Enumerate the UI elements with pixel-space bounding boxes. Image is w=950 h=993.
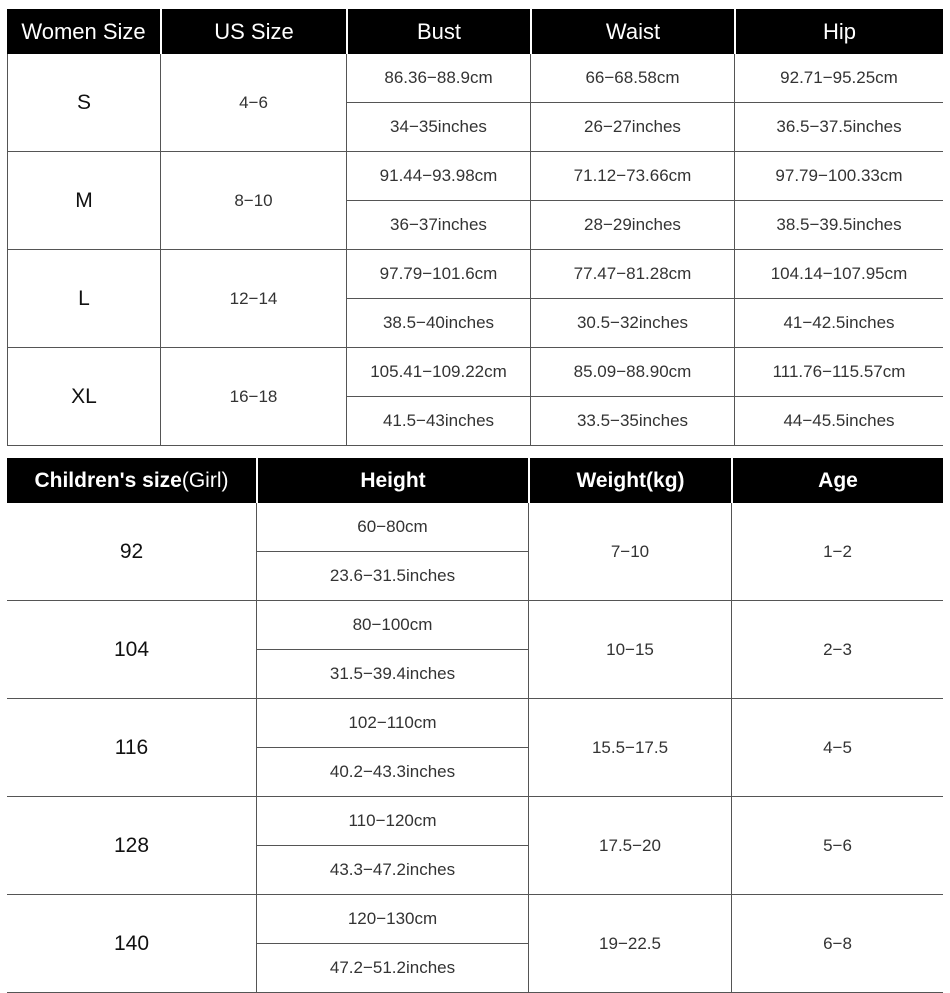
height-inches: 40.2−43.3inches <box>257 747 528 796</box>
age-value: 4−5 <box>823 737 852 757</box>
header-bust: Bust <box>346 9 530 54</box>
header-women-size: Women Size <box>21 18 146 44</box>
hip-inches: 44−45.5inches <box>735 396 943 445</box>
child-size-label: 104 <box>113 637 150 661</box>
weight-value: 7−10 <box>610 541 650 561</box>
child-size-label: 92 <box>119 539 144 563</box>
waist-cm: 66−68.58cm <box>585 68 680 87</box>
children-row-128 <box>7 797 943 895</box>
header-hip: Hip <box>734 9 943 54</box>
waist-cm: 77.47−81.28cm <box>573 264 692 283</box>
bust-inches: 41.5−43inches <box>347 396 530 445</box>
children-row-92 <box>7 503 943 601</box>
women-row-xl <box>7 348 943 446</box>
height-cm: 120−130cm <box>347 909 438 928</box>
bust-cm: 91.44−93.98cm <box>379 166 498 185</box>
waist-inches: 33.5−35inches <box>531 396 734 445</box>
size-label: S <box>76 90 91 114</box>
height-cm: 102−110cm <box>348 713 437 732</box>
size-label: M <box>75 188 93 212</box>
age-value: 1−2 <box>823 541 852 561</box>
children-size-chart <box>7 458 943 993</box>
header-girl-label: (Girl) <box>181 468 229 492</box>
children-row-140 <box>7 895 943 993</box>
bust-inches: 38.5−40inches <box>347 298 530 347</box>
bust-inches: 34−35inches <box>347 102 530 151</box>
header-age: Age <box>731 458 943 503</box>
women-size-chart <box>7 9 943 446</box>
age-value: 2−3 <box>823 639 852 659</box>
height-cm: 60−80cm <box>357 517 428 536</box>
us-size-value: 16−18 <box>229 386 278 406</box>
child-size-label: 116 <box>114 735 149 759</box>
bust-cm: 86.36−88.9cm <box>384 68 493 87</box>
weight-value: 17.5−20 <box>599 835 661 855</box>
bust-cm: 97.79−101.6cm <box>379 264 498 283</box>
hip-cm: 92.71−95.25cm <box>780 68 898 87</box>
size-label: XL <box>71 384 97 408</box>
height-cm: 110−120cm <box>348 811 437 830</box>
bust-cm: 105.41−109.22cm <box>370 362 507 381</box>
hip-inches: 36.5−37.5inches <box>735 102 943 151</box>
us-size-value: 12−14 <box>229 288 278 308</box>
weight-value: 15.5−17.5 <box>591 737 669 757</box>
women-header-row <box>7 9 943 54</box>
children-row-116 <box>7 699 943 797</box>
hip-inches: 38.5−39.5inches <box>735 200 943 249</box>
height-inches: 43.3−47.2inches <box>257 845 528 894</box>
women-row-m <box>7 152 943 250</box>
women-row-l <box>7 250 943 348</box>
waist-cm: 85.09−88.90cm <box>573 362 692 381</box>
hip-cm: 97.79−100.33cm <box>775 166 903 185</box>
child-size-label: 128 <box>113 833 150 857</box>
header-children-size <box>7 458 256 503</box>
header-height: Height <box>256 458 528 503</box>
height-inches: 47.2−51.2inches <box>257 943 528 992</box>
age-value: 5−6 <box>823 835 852 855</box>
header-us-size: US Size <box>160 9 346 54</box>
waist-inches: 28−29inches <box>531 200 734 249</box>
height-cm: 80−100cm <box>352 615 433 634</box>
header-weight: Weight(kg) <box>528 458 731 503</box>
weight-value: 10−15 <box>606 639 654 659</box>
children-row-104 <box>7 601 943 699</box>
waist-inches: 30.5−32inches <box>531 298 734 347</box>
age-value: 6−8 <box>823 933 852 953</box>
waist-inches: 26−27inches <box>531 102 734 151</box>
waist-cm: 71.12−73.66cm <box>573 166 692 185</box>
child-size-label: 140 <box>113 931 150 955</box>
children-header-row <box>7 458 943 503</box>
header-children-size-label: Children's size <box>34 468 182 492</box>
height-inches: 31.5−39.4inches <box>257 649 528 698</box>
hip-inches: 41−42.5inches <box>735 298 943 347</box>
header-waist: Waist <box>530 9 734 54</box>
size-label: L <box>78 286 90 310</box>
bust-inches: 36−37inches <box>347 200 530 249</box>
us-size-value: 8−10 <box>234 190 273 210</box>
women-row-s <box>7 54 943 152</box>
us-size-value: 4−6 <box>239 92 268 112</box>
hip-cm: 111.76−115.57cm <box>772 362 906 381</box>
height-inches: 23.6−31.5inches <box>257 551 528 600</box>
hip-cm: 104.14−107.95cm <box>770 264 908 283</box>
weight-value: 19−22.5 <box>599 933 661 953</box>
